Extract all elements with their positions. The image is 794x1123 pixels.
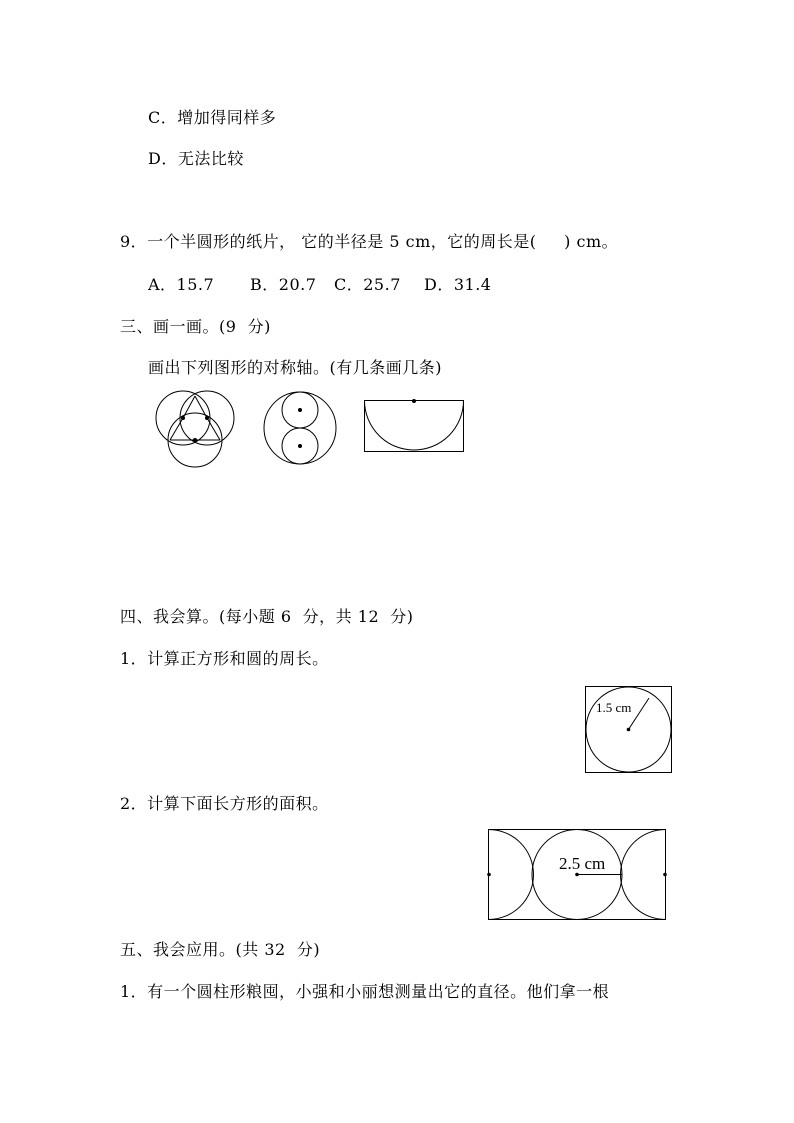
nested-circles-figure (262, 390, 338, 466)
q8-option-d: D．无法比较 (148, 149, 244, 168)
q8-option-c: C．增加得同样多 (148, 108, 277, 127)
rectangle-circle-radius-label: 2.5 cm (559, 854, 606, 873)
section4-title: 四、我会算。(每小题 6 分，共 12 分) (120, 607, 414, 626)
section3-instruction: 画出下列图形的对称轴。(有几条画几条) (148, 358, 442, 377)
q9-option-d: D．31.4 (424, 275, 492, 294)
q9-option-a: A．15.7 (148, 275, 215, 294)
section4-q1: 1．计算正方形和圆的周长。 (120, 649, 329, 668)
q9-option-b: B．20.7 (250, 275, 317, 294)
section5-q1: 1．有一个圆柱形粮囤，小强和小丽想测量出它的直径。他们拿一根 (120, 982, 610, 1001)
q9-option-c: C．25.7 (334, 275, 401, 294)
three-circles-triangle-figure (150, 388, 240, 468)
section5-title: 五、我会应用。(共 32 分) (120, 940, 321, 959)
q9-stem: 9．一个半圆形的纸片， 它的半径是 5 cm，它的周长是( ) cm。 (120, 232, 619, 251)
rectangle-semicircle-figure (364, 400, 464, 454)
section4-q2: 2．计算下面长方形的面积。 (120, 794, 329, 813)
square-inscribed-circle-figure (585, 686, 673, 774)
section3-title: 三、画一画。(9 分) (120, 317, 271, 336)
square-circle-radius-label: 1.5 cm (596, 700, 632, 715)
rectangle-circles-figure (488, 829, 668, 923)
